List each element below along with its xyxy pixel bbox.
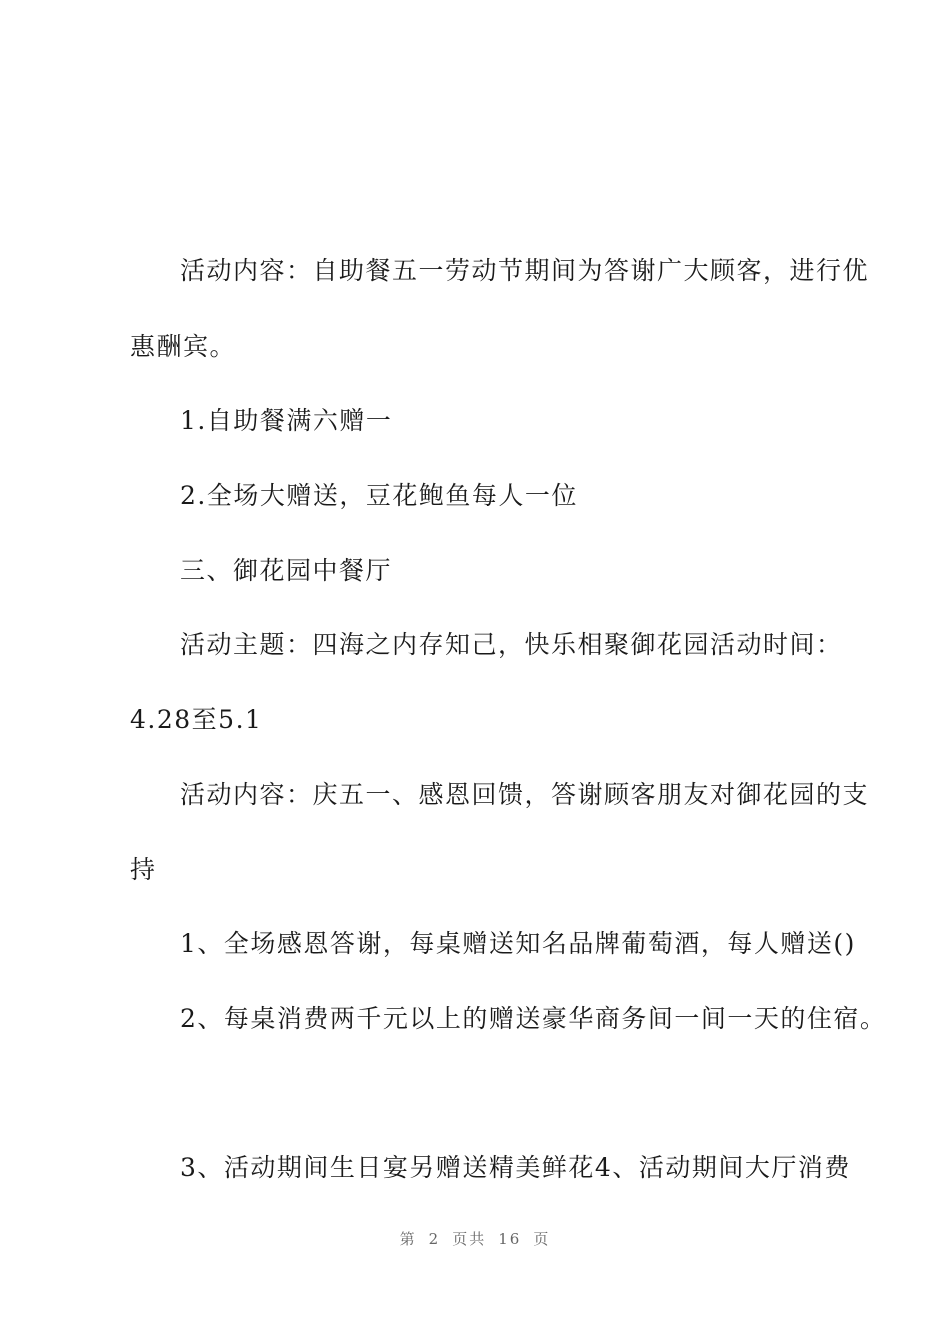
paragraph-line: 4.28至5.1 bbox=[130, 705, 263, 734]
page-footer bbox=[0, 1228, 950, 1249]
paragraph-line: 持 bbox=[130, 855, 157, 884]
paragraph-line: 活动主题：四海之内存知己，快乐相聚御花园活动时间： bbox=[180, 630, 843, 659]
paragraph-line: 惠酬宾。 bbox=[130, 332, 237, 361]
list-item: 2、每桌消费两千元以上的赠送豪华商务间一间一天的住宿。 bbox=[180, 1004, 887, 1033]
list-item: 3、活动期间生日宴另赠送精美鲜花4、活动期间大厅消费 bbox=[180, 1153, 851, 1182]
footer-prefix: 第 bbox=[399, 1230, 417, 1248]
list-item: 2.全场大赠送，豆花鲍鱼每人一位 bbox=[180, 481, 578, 510]
paragraph-line: 活动内容：自助餐五一劳动节期间为答谢广大顾客，进行优 bbox=[180, 256, 870, 285]
footer-total-pages: 16 bbox=[498, 1230, 522, 1248]
footer-suffix: 页 bbox=[533, 1230, 551, 1248]
footer-current-page: 2 bbox=[428, 1230, 441, 1248]
paragraph-line: 活动内容：庆五一、感恩回馈，答谢顾客朋友对御花园的支 bbox=[180, 780, 870, 809]
list-item: 1、全场感恩答谢，每桌赠送知名品牌葡萄酒，每人赠送() bbox=[180, 929, 856, 958]
section-heading: 三、御花园中餐厅 bbox=[180, 556, 393, 585]
footer-middle: 页共 bbox=[452, 1230, 487, 1248]
list-item: 1.自助餐满六赠一 bbox=[180, 406, 393, 435]
